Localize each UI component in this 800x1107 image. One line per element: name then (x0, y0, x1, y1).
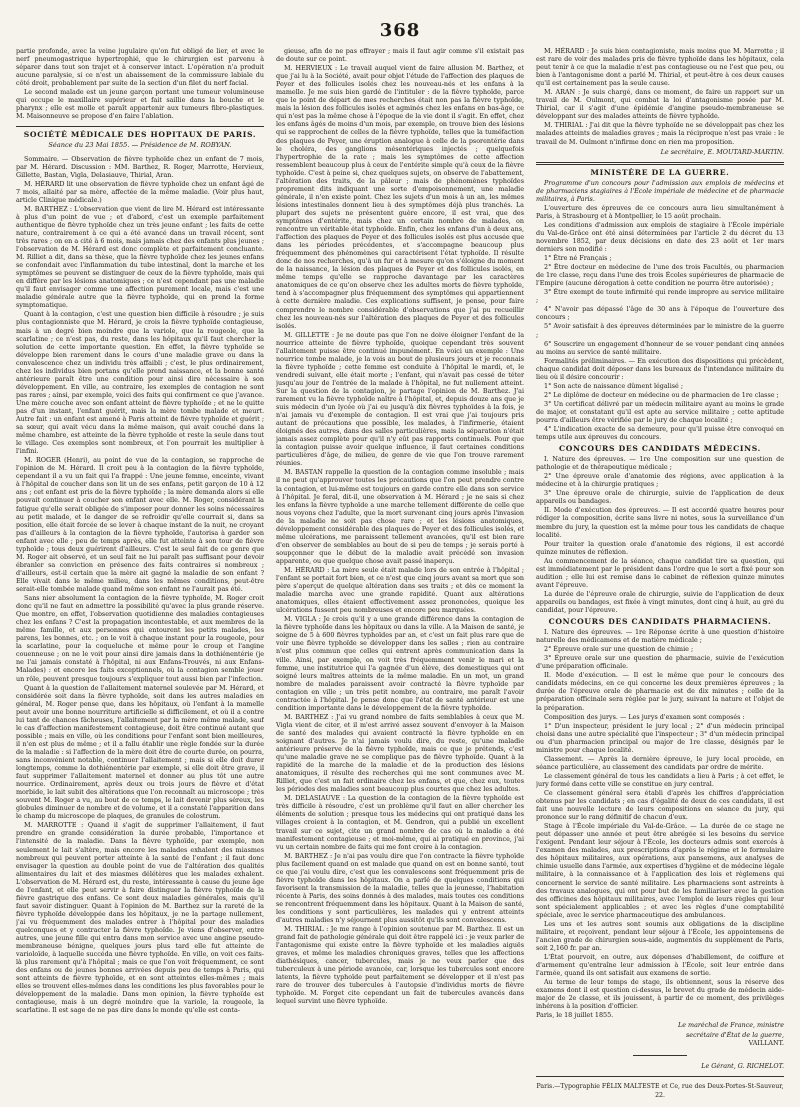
paragraph: II. Mode d'exécution des épreuves. — Il est accordé quatre heures pour rédiger la composition, écrite sans livre ni notes, sous la surveillance d'un membre du jury, la question est la même pour tous les candidats de chaque localité. (536, 506, 784, 539)
minister-signature-1: Le maréchal de France, ministre (677, 1021, 784, 1030)
gerant-signature: Le Gérant, G. RICHELOT. (701, 1062, 784, 1071)
paragraph: 1° Son acte de naissance dûment légalisé ; (544, 381, 684, 390)
paragraph: 2° Épreuve orale sur une question de chimie ; (544, 645, 694, 654)
paragraph: 2° Le diplôme de docteur en médecine ou de pharmacien de 1re classe ; (544, 390, 779, 399)
column-left (16, 47, 264, 1107)
opening-paragraph: partie profonde, avec la veine jugulaire qu'on fut obligé de lier, et avec le nerf pneumogastrique hypertrophié, que le chirurgien est parvenu à séparer dans tout son trajet et à conserver intact. L'opération n'a produit aucune paralysie, si ce n'est un abaissement de la commissure labiale du côté droit, probablement par suite de la section d'un filet du nerf facial. (16, 47, 264, 88)
short-divider (633, 1055, 688, 1056)
paragraph: 4° L'indication exacte de sa demeure, pour qu'il puisse être convoqué en temps utile aux épreuves du concours. (536, 425, 784, 442)
paragraph: 3° Être exempt de toute infirmité qui rende impropre au service militaire ; (536, 288, 784, 305)
section-divider (536, 162, 784, 165)
paragraph: M. ROGER (Henri), au point de vue de la contagion, se rapproche de l'opinion de M. Hérard. Il croit peu à la contagion de la fièvre typhoïde, cependant il a vu un fait qui l'a frappé : Une jeune femme, enceinte, vivant à l'hôpital de coucher dans son lit un de ses enfans, petit garçon de 10 à 12 ans ; cet enfant est pris de la fièvre typhoïde ; la mère demanda alors si elle pouvait continuer à coucher son enfant avec elle. M. Roger, considérant la fatigue qu'elle serait obligée de s'imposer pour donner les soins nécessaires au petit malade, et le danger de se refroidir qu'elle courrait si, dans sa position, elle était forcée de se lever à chaque instant de la nuit, ne croyant pas d'ailleurs à la contagion de la fièvre typhoïde, l'autorisa à garder son enfant avec elle ; peu de temps après, elle fut atteinte à son tour de fièvre typhoïde ; tous deux guérirent d'ailleurs. C'est le seul fait de ce genre que M. Roger ait observé, et un seul fait ne lui paraît pas suffisant pour devoir ébranler sa conviction en présence des faits contraires si nombreux ; d'ailleurs, est-il certain que la mère ait gagné la maladie de son enfant ? Elle vivait dans le même milieu, dans les mêmes conditions, peut-être serait-elle tombée malade quand même son enfant ne l'aurait pas été. (16, 456, 264, 593)
col3-med (536, 455, 784, 614)
paragraph: M. BARTHEZ : Je n'ai pas voulu dire que l'on contracte la fièvre typhoïde plus facilement quand on est malade que quand on est en bonne santé, tout ce que j'ai voulu dire, c'est que les convalescens sont fréquemment pris de fièvre typhoïde dans les hôpitaux. On a parlé de quelques conditions qui favorisent la transmission de la maladie, telles que la jeunesse, l'habitation récente à Paris, des soins donnés à des malades, mais toutes ces conditions se rencontrent fréquemment dans les hôpitaux. Quant à la Maison de santé, les conditions y sont particulières, les malades qui y entrent atteints d'autres maladies n'y séjournent plus aussitôt qu'ils sont convalescens. (276, 851, 524, 925)
paragraph: Au terme de leur temps de stage, ils obtiennent, sous la réserve des examens dont il est question ci-dessus, le brevet du grade de médecin aide-major de 2e classe, et ils jouissent, à partir de ce moment, des privilèges inhérens à la position d'officier. (536, 978, 784, 1011)
paragraph: M. HERVIEUX : Le travail auquel vient de faire allusion M. Barthez, et que j'ai lu à la Société, avait pour objet l'étude de l'affection des plaques de Peyer et des follicules isolés chez les nouveau-nés et les enfans à la mamelle. Je me suis bien gardé de l'intituler : de la fièvre typhoïde, parce que le point de départ de mes recherches était non pas la fièvre typhoïde, mais la lésion des follicules isolés et agminés chez les enfans en bas-âge, ce qui n'est pas la même chose à l'époque de la vie dont il s'agit. En effet, chez les enfans âgés de moins d'un mois, par exemple, on trouve bien des lésions qui se rapprochent de celles de la fièvre typhoïde, telles que la tuméfaction des plaques de Peyer, une éruption analogue à celle de la psorentérie dans le choléra, des ganglions mésentériques injectés ; quelquefois l'hypertrophie de la rate ; mais les symptômes de cette affection ressemblent beaucoup plus à ceux de l'entérite simple qu'à ceux de la fièvre typhoïde. C'est à peine si, chez quelques sujets, on observe de l'abattement, l'altération des traits, de la pâleur ; mais de phénomènes typhoïdes proprement dits indiquant une sorte d'empoisonnement, une maladie générale, il n'en existe point. Chez les sujets d'un mois à un an, les mêmes lésions intestinales donnent lieu à des symptômes déjà plus tranchés. La plupart des sujets ne présentent guère encore, il est vrai, que des symptômes d'entérite, mais chez un certain nombre de malades, on rencontre un véritable état typhoïde. Enfin, chez les enfans d'un à deux ans, l'affection des plaques de Peyer et des follicules isolés est plus accusée que dans les périodes précédentes, et s'accompagne beaucoup plus fréquemment des phénomènes qui caractérisent l'état typhoïde. Il résulte donc de nos recherches, qu'à un fur et à mesure qu'on s'éloigne du moment de la naissance, la lésion des plaques de Peyer et des follicules isolés, en même temps qu'elle se rapproche davantage par les caractères anatomiques de ce qu'on observe chez les adultes morts de fièvre typhoïde, tend à s'accompagner plus fréquemment des symptômes qui appartiennent à cette dernière maladie. Ces explications suffisent, je pense, pour faire comprendre le nombre considérable d'observations que j'ai pu recueillir chez les nouveau-nés sur l'altération des plaques de Peyer et des follicules isolés. (276, 64, 524, 330)
paragraph: Au commencement de la séance, chaque candidat tire sa question, qui est immédiatement par le président dans l'ordre que le sort a fixé pour son audition ; elle lui est remise dans le cabinet de réflexion quinze minutes avant l'épreuve. (536, 556, 784, 589)
paragraph: Quant à la question de l'allaitement maternel soulevée par M. Hérard, et considérée soit dans la fièvre typhoïde, soit dans les autres maladies en général, M. Roger pense que, dans les hôpitaux, où l'enfant à la mamelle peut avoir une bonne nourriture artificielle si difficilement, et où il a contre lui tant de chances fâcheuses, l'allaitement par la mère même malade, sauf le cas d'affection manifestement contagieuse, doit être continué autant que possible ; mais en ville, où les conditions pour l'enfant sont bien meilleures, il n'en est plus de même ; et il a fallu établir une règle fondée sur la durée de la maladie : si l'affection de la mère doit être de courte durée, on pourra, sans inconvénient notable, continuer l'allaitement ; mais si elle doit durer longtemps, comme la dothiénentérie par exemple, si elle doit être grave, il faut supprimer l'allaitement maternel et donner au plus tôt une autre nourrice. Ordinairement, après deux ou trois jours de fièvre et d'état morbide, le lait subit des altérations que l'on reconnaît au microscope ; très souvent M. Roger a vu, au bout de ce temps, le lait devenir plus séreux, les globules diminuer de nombre et de volume, et il a constaté l'apparition dans le champ du microscope de plaques, de granules de colostrum. (16, 683, 264, 821)
paragraph: M. HÉRARD lit une observation de fièvre typhoïde chez un enfant âgé de 7 mois, allaité par sa mère, affectée de la même maladie. (Voir plus haut, article Clinique médicale.) (16, 179, 264, 204)
paragraph: II. Mode d'exécution. — Il est le même que pour le concours des candidats médecins, en ce qui concerne les deux premières épreuves ; la durée de l'épreuve orale de pharmacie est de dix minutes ; celle de la préparation officinale sera réglée par le jury, suivant la nature et l'objet de la préparation. (536, 671, 784, 712)
col1-body (16, 180, 264, 1015)
col2-body (276, 47, 524, 1006)
column-middle (276, 47, 524, 1107)
col3-top (536, 47, 784, 146)
minister-signature-2: secrétaire d'État de la guerre, (686, 1031, 784, 1040)
paragraph: L'ouverture des épreuves de ce concours aura lieu simultanément à Paris, à Strasbourg et à Montpellier, le 15 août prochain. (536, 203, 784, 220)
paragraph: Les conditions d'admission aux emplois de stagiaire à l'École impériale du Val-de-Grâce ont été ainsi déterminées par l'article 2 du décret du 13 novembre 1852, par deux décisions en date des 23 août et 1er mars derniers son modifié : (536, 220, 784, 254)
paragraph: M. MARROTTE : Quand il s'agit de supprimer l'allaitement, il faut prendre en grande considération la durée probable, l'importance et l'intensité de la maladie. Dans la fièvre typhoïde, par exemple, non seulement le lait s'altère, mais encore les malades exhalent des miasmes nombreux qui peuvent porter atteinte à la santé de l'enfant ; il faut donc envisager la question au double point de vue de l'altération des qualités alimentaires du lait et des miasmes délétères que les malades exhalent. L'observation de M. Hérard est, du reste, intéressante à cause du jeune âge de l'enfant, et elle peut servir à faire distinguer la fièvre typhoïde de la fièvre gastrique des enfans. Ce sont deux maladies générales, mais qu'il faut savoir distinguer. Quant à l'opinion de M. Barthez sur la rareté de la fièvre typhoïde développée dans les hôpitaux, je ne la partage nullement, j'ai vu fréquemment des malades entrer à l'hôpital pour des maladies quelconques et y contracter la fièvre typhoïde. Je viens d'observer, entre autres, une jeune fille qui entra dans mon service avec une angine pseudo-membraneuse bénigne, quelques jours plus tard elle fut atteinte de varioloïde, à laquelle succéda une fièvre typhoïde. En ville, on voit ces faits-là plus rarement qu'à l'hôpital ; mais ce que l'on voit fréquemment, ce sont des enfans ou de jeunes bonnes arrivées depuis peu de temps à Paris, qui sont atteints de fièvre typhoïde, et en sont atteintes elles-mêmes ; mais elles se trouvent elles-mêmes dans les conditions les plus favorables pour le développement de la maladie. Dans mon opinion, la fièvre typhoïde est contagieuse, mais à un degré moindre que la variole, la rougeole, la scarlatine. Il est sage de ne pas dire dans le monde qu'elle est conta- (16, 821, 264, 1015)
minister-name: VAILLANT. (748, 1039, 784, 1048)
paragraph: I. Nature des épreuves. — 1re Réponse écrite à une question d'histoire naturelle des médicamens et de matière médicale ; (536, 628, 784, 645)
paragraph: La durée de l'épreuve orale de chirurgie, suivie de l'application de deux appareils ou bandages, est fixée à vingt minutes, dont cinq à huit, au gré du candidat, pour l'épreuve. (536, 589, 784, 614)
paragraph: Sans nier absolument la contagion de la fièvre typhoïde, M. Roger croit donc qu'il ne faut en admettre la possibilité qu'avec la plus grande réserve. Que montre, en effet, l'observation quotidienne des maladies contagieuses chez les enfans ? C'est la propagation incontestable, et aux membres de la même famille, et aux personnes qui entourent les petits malades, les parens, les bonnes, etc. ; on le voit à chaque instant pour la rougeole, pour la scarlatine, pour la coqueluche et même pour le croup et l'angine couenneuse ; on ne le voit pour ainsi dire jamais dans la dothiénentérie (je ne l'ai jamais constaté à l'hôpital, ni aux Enfans-Trouvés, ni aux Enfans-Malades) : et encore les faits exceptionnels, où la contagion semble jouer un rôle, peuvent presque toujours s'expliquer tout aussi bien par l'infection. (16, 594, 264, 683)
society-title: SOCIÉTÉ MÉDICALE DES HOPITAUX DE PARIS. (23, 130, 257, 140)
ministry-title: MINISTÈRE DE LA GUERRE. (590, 167, 730, 177)
footer-divider (536, 1076, 784, 1077)
paragraph: 2° Une épreuve orale d'anatomie des régions, avec application à la médecine et à la chirurgie pratiques ; (536, 472, 784, 489)
paragraph: 1° D'un inspecteur, président le jury local ; 2° d'un médecin principal choisi dans une autre spécialité que l'inspecteur ; 3° d'un médecin principal ou d'un pharmacien principal ou major de 1re classe, désignés par le ministre pour chaque localité. (536, 721, 784, 754)
paragraph: I. Nature des épreuves. — 1re Une composition sur une question de pathologie et de thérapeutique médicale ; (536, 455, 784, 472)
col3-body (536, 204, 784, 441)
paragraph: M. BASTAN rappelle la question de la contagion comme insoluble ; mais il ne peut qu'approuver toutes les précautions que l'on peut prendre contre la contagion, et lui-même est toujours en garde contre elle dans son service à l'hôpital. Je feral, dit-il, une observation à M. Hérard ; je ne sais si chez les enfans la fièvre typhoïde a une marche tellement différente de celle que nous voyons chez l'adulte, que la mort survenant cinq jours après l'invasion de la maladie ne soit pas chose rare ; et les lésions anatomiques, développement considérable des plaques de Peyer et des follicules isolés, et même ulcérations, me paraissent tellement avancées, qu'il est bien rare d'en observer de semblables au bout de si peu de temps ; je serais porté à soupçonner que le début de la maladie avait précédé son invasion apparente, ou que quelque chose avait passé inaperçu. (276, 468, 524, 565)
paragraph: 4° N'avoir pas dépassé l'âge de 30 ans à l'époque de l'ouverture des concours ; (536, 305, 784, 322)
paragraph: M. THIRIAL : Je me range à l'opinion soutenue par M. Barthez. Il est un grand fait de pathologie générale qui doit être rappelé ici : je veux parler de l'antagonisme qui existe entre la fièvre typhoïde et les maladies aiguës graves, et même les maladies chroniques graves, telles que les affections diathésiques, cancer, tubercules, mais je ne veux parler que des tuberculeux à une période avancée, car, lorsque les tubercules sont encore latents, la fièvre typhoïde peut parfaitement se développer et il n'est pas rare de trouver des tubercules à l'autopsie d'individus morts de fièvre typhoïde. M. Forget cite cependant un fait de tubercules avancés dans lequel survint une fièvre typhoïde. (276, 925, 524, 1006)
paragraph: M. BARTHEZ : L'observation que vient de lire M. Hérard est intéressante à plus d'un point de vue ; et d'abord, c'est un exemple parfaitement authentique de fièvre typhoïde chez un très jeune enfant ; les faits de cette nature, contrairement à ce qui a été avancé dans un travail récent, sont très rares ; on en a cité à 6 mois, mais jamais chez des enfants plus jeunes ; l'observation de M. Hérard est donc complète et parfaitement concluante. M. Rilliet a dit, dans sa thèse, que la fièvre typhoïde chez les jeunes enfans se confondait avec l'inflammation du tube intestinal, dont la marche et les symptômes se peuvent se distinguer de ceux de la fièvre typhoïde, mais qui en diffère par les lésions anatomiques ; ce n'est cependant pas une maladie qu'il faut envisager comme une affection purement locale, mais c'est une maladie générale autre que la fièvre typhoïde, qui en prend la forme symptomatique. (16, 204, 264, 310)
paragraph: M. DELASIAUVE : La question de la contagion de la fièvre typhoïde est très difficile à résoudre, c'est un problème qu'il faut en aller chercher les éléments de solution ; presque tous les médecins qui ont pratiqué dans les villages croient à la contagion, et M. Gendron, qui a publié un excellent travail sur ce sujet, cite un grand nombre de cas où la maladie a été manifestement contagieuse ; et moi-même, qui ai pratiqué en province, j'ai vu un certain nombre de faits qui me font croire à la contagion. (276, 794, 524, 851)
paragraph: Formalités préliminaires. — En exécution des dispositions qui précèdent, chaque candidat doit déposer dans les bureaux de l'intendance militaire du lieu où il désire concourir : (536, 356, 784, 381)
concours-pharmaciens-title: CONCOURS DES CANDIDATS PHARMACIENS. (548, 617, 772, 627)
date-line: Paris, le 18 juillet 1855. (536, 1011, 614, 1020)
column-right (536, 47, 784, 1107)
paragraph: Les uns et les autres sont soumis aux obligations de la discipline militaire, et reçoivent, pendant leur séjour à l'École, les appointemens de l'ancien grade de chirurgien sous-aide, augmentés du supplément de Paris, soit 2,160 fr. par an. (536, 919, 784, 952)
paragraph: M. GILLETTE : Je ne doute pas que l'on ne doive éloigner l'enfant de la nourrice atteinte de fièvre typhoïde, quoique cependant très souvent l'allaitement puisse être continué impunément. En voici un exemple : Une nourrice tombe malade, je la vois au bout de plusieurs jours et je reconnais la fièvre typhoïde ; cette femme est conduite à l'hôpital le mardi, et, le vendredi suivant, elle était morte ; l'enfant, qui n'avait pas cessé de téter jusqu'au jour de l'entrée de la malade à l'hôpital, ne fut nullement atteint. Sur la question de la contagion, je partage l'opinion de M. Barthez. J'ai rarement vu la fièvre typhoïde naître à l'hôpital, et, depuis douze ans que je suis médecin d'un lycée où j'ai eu jusqu'à dix fièvres typhoïdes à la fois, je n'ai jamais vu d'exemple de contagion. Il est vrai que j'ai toujours pris autant de précautions que possible, les malades, à l'infirmerie, étaient éloignés des autres, dans des salles particulières, mais la séparation n'était jamais assez complète pour qu'il n'y eût pas rapports continuels. Pour que la contagion puisse avoir quelque influence, il faut certaines conditions particulières d'âge, de milieu, de genre de vie que l'on trouve rarement réunies. (276, 330, 524, 468)
col3-pharm (536, 628, 784, 1010)
paragraph: Quant à la contagion, c'est une question bien difficile à résoudre ; je suis plus contagionniste que M. Hérard, je crois la fièvre typhoïde contagieuse, mais à un degré bien moindre que la variole, que la rougeole, que la scarlatine ; ce n'est pas, du reste, dans les hôpitaux qu'il faut chercher la solution de cette importante question. En effet, la fièvre typhoïde se développe bien rarement dans le cours d'une maladie grave ou dans la convalescence chez un individu très affaibli ; c'est, le plus ordinairement, chez les individus bien portans qu'elle prend naissance, et la bonne santé antérieure paraît être une condition pour ainsi dire nécessaire à son développement. En ville, au contraire, les exemples de contagion ne sont pas rares ; ainsi, par exemple, voici des faits qui confirment ce que j'avance. Une mère couche avec son enfant atteint de fièvre typhoïde ; et ne le quitte pas d'un instant, l'enfant guérit, mais la mère tombe malade et meurt. Autre fait : un enfant est amené à Paris atteint de fièvre typhoïde et guérit ; sa sœur, qui avait vécu dans la même maison, qui avait couché dans la même chambre, est atteinte de la fièvre typhoïde et reste la seule dans tout le village. Ces exemples sont nombreux, et l'on pourrait les multiplier à l'infini. (16, 310, 264, 456)
paragraph: M. THIRIAL : J'ai dit que la fièvre typhoïde ne se développait pas chez les malades atteints de maladies graves ; mais la réciproque n'est pas vraie : le travail de M. Oulmont n'infirme donc en rien ma proposition. (536, 121, 784, 146)
paragraph: 5° Avoir satisfait à des épreuves déterminées par le ministre de la guerre ; (536, 322, 784, 339)
column-grid (16, 47, 784, 1107)
secretary-signature: Le secrétaire, E. MOUTARD-MARTIN. (660, 147, 784, 156)
session-line: Séance du 23 Mai 1855. — Présidence de M. ROBYAN. (48, 141, 232, 150)
paragraph: 1° Être né Français ; (544, 254, 612, 263)
paragraph: 6° Souscrire un engagement d'honneur de se vouer pendant cinq années au moins au service de santé militaire. (536, 339, 784, 356)
paragraph: M. VIGLA : Je crois qu'il y a une grande différence dans la contagion de la fièvre typhoïde dans les hôpitaux ou dans la ville. A la Maison de santé, je soigne de 5 à 600 fièvres typhoïdes par an, et c'est un fait plus rare que de voir une fièvre typhoïde se développer dans les salles ; rien au contraire n'est plus commun que celles qui entrent après communication dans la ville. Ainsi, par exemple, on voit très fréquemment venir le mari et la femme, une institutrice qui l'a gagnée d'un élève, des domestiques qui ont soigné leurs maîtres atteints de la même maladie. En un mot, un grand nombre de malades paraissent avoir contracté la fièvre typhoïde par contagion en ville ; un très petit nombre, au contraire, me paraît l'avoir contractée à l'hôpital. Je pense donc que l'état de santé antérieur est une condition importante dans le développement de la fièvre typhoïde. (276, 615, 524, 712)
paragraph: M. ARAN : Je suis chargé, dans ce moment, de faire un rapport sur un travail de M. Oulmont, qui combat la loi d'antagonisme posée par M. Thirial, car il s'agit d'une épidémie d'angine pseudo-membraneuse se développant sur des malades atteints de fièvre typhoïde. (536, 88, 784, 121)
paragraph: gieuse, afin de ne pas effrayer ; mais il faut agir comme s'il existait pas de doute sur ce point. (276, 47, 524, 64)
sommaire: Sommaire. — Observation de fièvre typhoïde chez un enfant de 7 mois, par M. Hérard. Discussion : MM. Barthez, R. Roger, Marrotte, Hervieux, Gillette, Bastan, Vigla, Delasiauve, Thirial, Aran. (16, 154, 264, 179)
paragraph: Composition des jurys. — Les jurys d'examen sont composés : (544, 712, 745, 721)
paragraph: Le classement général de tous les candidats a lieu à Paris ; à cet effet, le jury formé dans cette ville se constitue en jury central. (536, 771, 784, 788)
paragraph: Stage à l'École impériale du Val-de-Grâce. — La durée de ce stage ne peut dépasser une année et peut être abrégée si les besoins du service l'exigent. Pendant leur séjour à l'École, les docteurs admis sont exercés à l'examen des malades, aux prescriptions d'après le régime et le formulaire des hôpitaux militaires, aux opérations, aux pansemens, aux analyses de chimie usuelle dans l'armée, aux expertises d'hygiène et de médecine légale militaire, à la connaissance et à l'application des lois et règlemens qui concernent le service de santé militaire. Les pharmaciens sont astreints à des travaux analogues, qui ont pour but de les familiariser avec la gestion des officines des hôpitaux militaires, avec l'emploi de leurs règles qui leur sont spécialement applicables ; et avec les règles d'une comptabilité spéciale, avec le service pharmaceutique des ambulances. (536, 822, 784, 919)
paragraph: Pour traiter la question orale d'anatomie des régions, il est accordé quinze minutes de réflexion. (536, 539, 784, 556)
concours-medecins-title: CONCOURS DES CANDIDATS MÉDECINS. (558, 444, 762, 454)
programme-title: Programme d'un concours pour l'admission aux emplois de médecins et de pharmaciens stagiaires à l'École impériale de médecine et de pharmacie militaires, à Paris. (536, 178, 784, 203)
paragraph: Classement. — Après la dernière épreuve, le jury local procède, en séance particulière, au classement des candidats par ordre de mérite. (536, 754, 784, 771)
paragraph: M. HÉRARD : La mère seule était malade lors de son entrée à l'hôpital ; l'enfant se portait fort bien, et ce n'est que cinq jours avant sa mort que son père s'aperçut de quelque altération dans ses traits ; et dès ce moment la maladie marcha avec une grande rapidité. Quant aux altérations anatomiques, elles étaient effectivement assez prononcées, quoique les ulcérations fussent peu nombreuses et encore peu marquées. (276, 566, 524, 615)
section-divider (16, 126, 264, 127)
paragraph: 3° Épreuve orale sur une question de pharmacie, suivie de l'exécution d'une préparation officinale. (536, 654, 784, 671)
second-paragraph: Le second malade est un jeune garçon portant une tumeur volumineuse qui occupe le maxillaire supérieur et fait saillie dans la bouche et le pharynx ; elle est molle et paraît appartenir aux tumeurs fibro-plastiques. M. Maisonneuve se propose d'en faire l'ablation. (16, 88, 264, 121)
paragraph: M. BARTHEZ : J'ai vu grand nombre de faits semblables à ceux que M. Vigla vient de citer, et il m'est arrivé assez souvent d'envoyer à la Maison de santé des malades qui avaient contracté la fièvre typhoïde en en soignant d'autres. Je n'ai jamais voulu dire, du reste, qu'une maladie antérieure préserve de la fièvre typhoïde, mais ce que je prétends, c'est qu'une maladie grave ne se complique pas de fièvre typhoïde. Quant à la rapidité de la marche de la maladie et de la production des lésions anatomiques, il résulte des recherches qui me sont communes avec M. Rilliet, que c'est un fait ordinaire chez les enfans, et que, chez eux, toutes les périodes des maladies sont beaucoup plus courtes que chez les adultes. (276, 712, 524, 794)
printer-footer: Paris.—Typographie FÉLIX MALTESTE et Ce, rue des Deux-Portes-St-Sauveur, 22. (536, 1083, 784, 1099)
paragraph: L'État pourvoit, en outre, aux dépenses d'habillement, de coiffure et d'armement qu'entraîne leur admission à l'École, soit leur entrée dans l'armée, quand ils ont satisfait aux examens de sortie. (536, 952, 784, 978)
page-number: 368 (379, 20, 421, 41)
paragraph: Ce classement général sera établi d'après les chiffres d'appréciation obtenus par les candidats ; en cas d'égalité de deux de ces candidats, il est fait une nouvelle lecture de leurs compositions en séance du jury, qui prononce sur le rang définitif de chacun d'eux. (536, 788, 784, 822)
paragraph: 3° Un certificat délivré par un médecin militaire ayant au moins le grade de major, et constatant qu'il est apte au service militaire ; cette aptitude pourra d'ailleurs être vérifiée par le jury de chaque localité ; (536, 399, 784, 424)
paragraph: 2° Être docteur en médecine de l'une des trois Facultés, ou pharmacien de 1re classe, reçu dans l'une des trois Écoles supérieures de pharmacie de l'Empire (aucune dérogation à cette condition ne pourra être autorisée) ; (536, 263, 784, 288)
paragraph: 3° Une épreuve orale de chirurgie, suivie de l'application de deux appareils ou bandages. (536, 489, 784, 506)
paragraph: M. HÉRARD : Je suis bien contagioniste, mais moins que M. Marrotte ; il est rare de voir des malades pris de fièvre typhoïde dans les hôpitaux, cela peut tenir à ce que la maladie n'est pas contagieuse ou ne l'est que peu, ou bien à l'antagonisme dont a parlé M. Thirial, et peut-être à ces deux causes qu'il est certainement pas la seule cause. (536, 47, 784, 88)
